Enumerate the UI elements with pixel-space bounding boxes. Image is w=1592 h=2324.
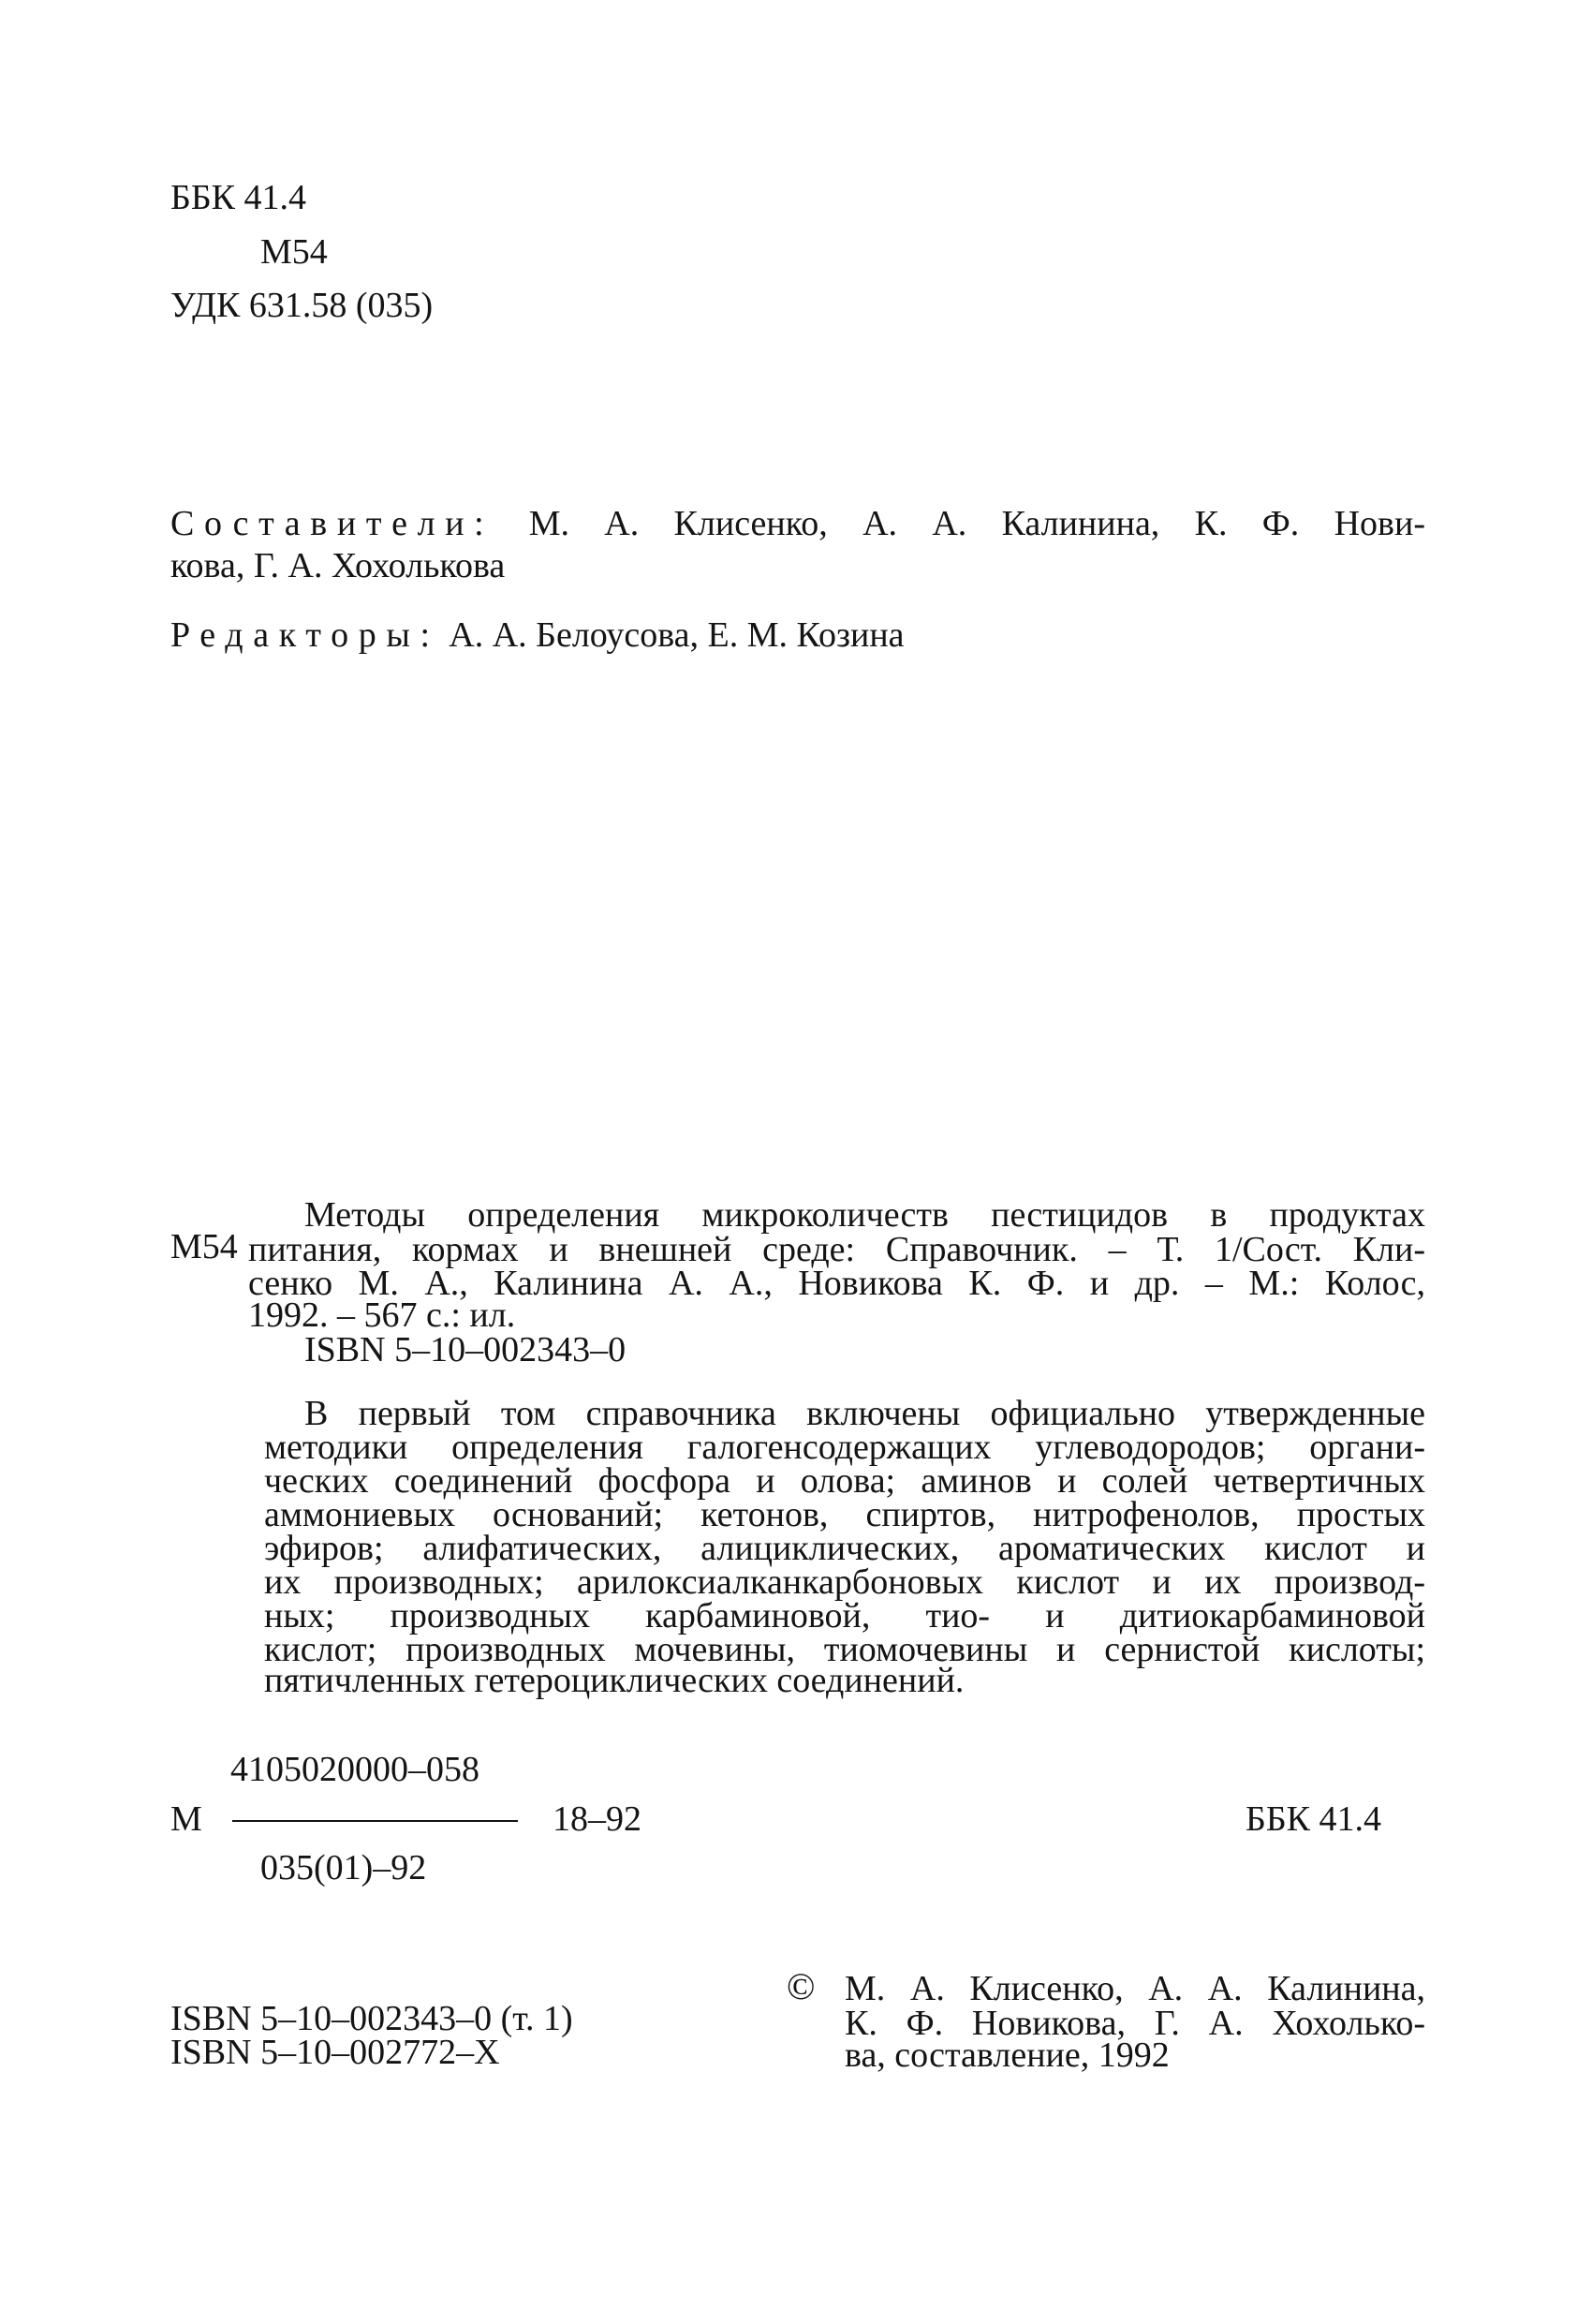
annotation-line: кислот; производных мочевины, тиомочевины и сернистой кислоты;	[264, 1630, 1425, 1669]
bottom-bbk: ББК 41.4	[1246, 1799, 1381, 1839]
catalog-card-code: М54	[170, 1227, 238, 1266]
editors-line	[170, 617, 905, 653]
catalog-card-line: питания, кормах и внешней среде: Справочник. – Т. 1/Сост. Кли-	[248, 1230, 1425, 1269]
compilers-line-2: кова, Г. А. Хохолькова	[170, 546, 506, 585]
price-code-letter: М	[170, 1799, 202, 1839]
catalog-card-line: Методы определения микроколичеств пестицидов в продуктах	[304, 1195, 1425, 1235]
catalog-card-line: сенко М. А., Калинина А. А., Новикова К. Ф. и др. – М.: Колос,	[248, 1264, 1425, 1303]
editors-label: Редакторы:	[170, 615, 440, 655]
catalog-card-line: 1992. – 567 с.: ил.	[248, 1295, 516, 1335]
copyright-line: ва, составление, 1992	[845, 2035, 1170, 2075]
compilers-names: М. А. Клисенко, А. А. Калинина, К. Ф. Нови-	[528, 504, 1425, 543]
price-code-numerator: 4105020000–058	[230, 1750, 479, 1789]
catalog-card-isbn: ISBN 5–10–002343–0	[304, 1330, 626, 1369]
price-code-number: 18–92	[553, 1799, 641, 1839]
copyright-line: К. Ф. Новикова, Г. А. Хохолько-	[845, 2004, 1425, 2043]
annotation-last-line: пятичленных гетероциклических соединений.	[264, 1661, 965, 1700]
annotation-line: методики определения галогенсодержащих углеводородов; органи-	[264, 1428, 1425, 1467]
annotation-line: В первый том справочника включены официально утвержденные	[304, 1394, 1425, 1433]
editors-names: А. А. Белоусова, Е. М. Козина	[449, 615, 905, 655]
annotation-line: аммониевых оснований; кетонов, спиртов, нитрофенолов, простых	[264, 1495, 1425, 1534]
annotation-line: ческих соединений фосфора и олова; аминов и солей четвертичных	[264, 1461, 1425, 1501]
udk-code: УДК 631.58 (035)	[170, 286, 434, 325]
annotation-line: ных; производных карбаминовой, тио- и дитиокарбаминовой	[264, 1596, 1425, 1636]
annotation-line: их производных; арилоксиалканкарбоновых кислот и их производ-	[264, 1562, 1425, 1602]
compilers-line-1	[170, 503, 1425, 544]
copyright-symbol: ©	[787, 1965, 816, 2007]
price-code-fraction-bar	[232, 1820, 518, 1822]
author-sign-code: М54	[260, 232, 328, 272]
price-code-denominator: 035(01)–92	[260, 1848, 427, 1887]
bbk-code: ББК 41.4	[170, 178, 306, 217]
isbn-volume: ISBN 5–10–002343–0 (т. 1)	[170, 1999, 573, 2038]
isbn-set: ISBN 5–10–002772–X	[170, 2033, 500, 2072]
annotation-line: эфиров; алифатических, алициклических, ароматических кислот и	[264, 1529, 1425, 1568]
compilers-label: Составители:	[170, 504, 494, 543]
copyright-line: М. А. Клисенко, А. А. Калинина,	[845, 1969, 1425, 2008]
